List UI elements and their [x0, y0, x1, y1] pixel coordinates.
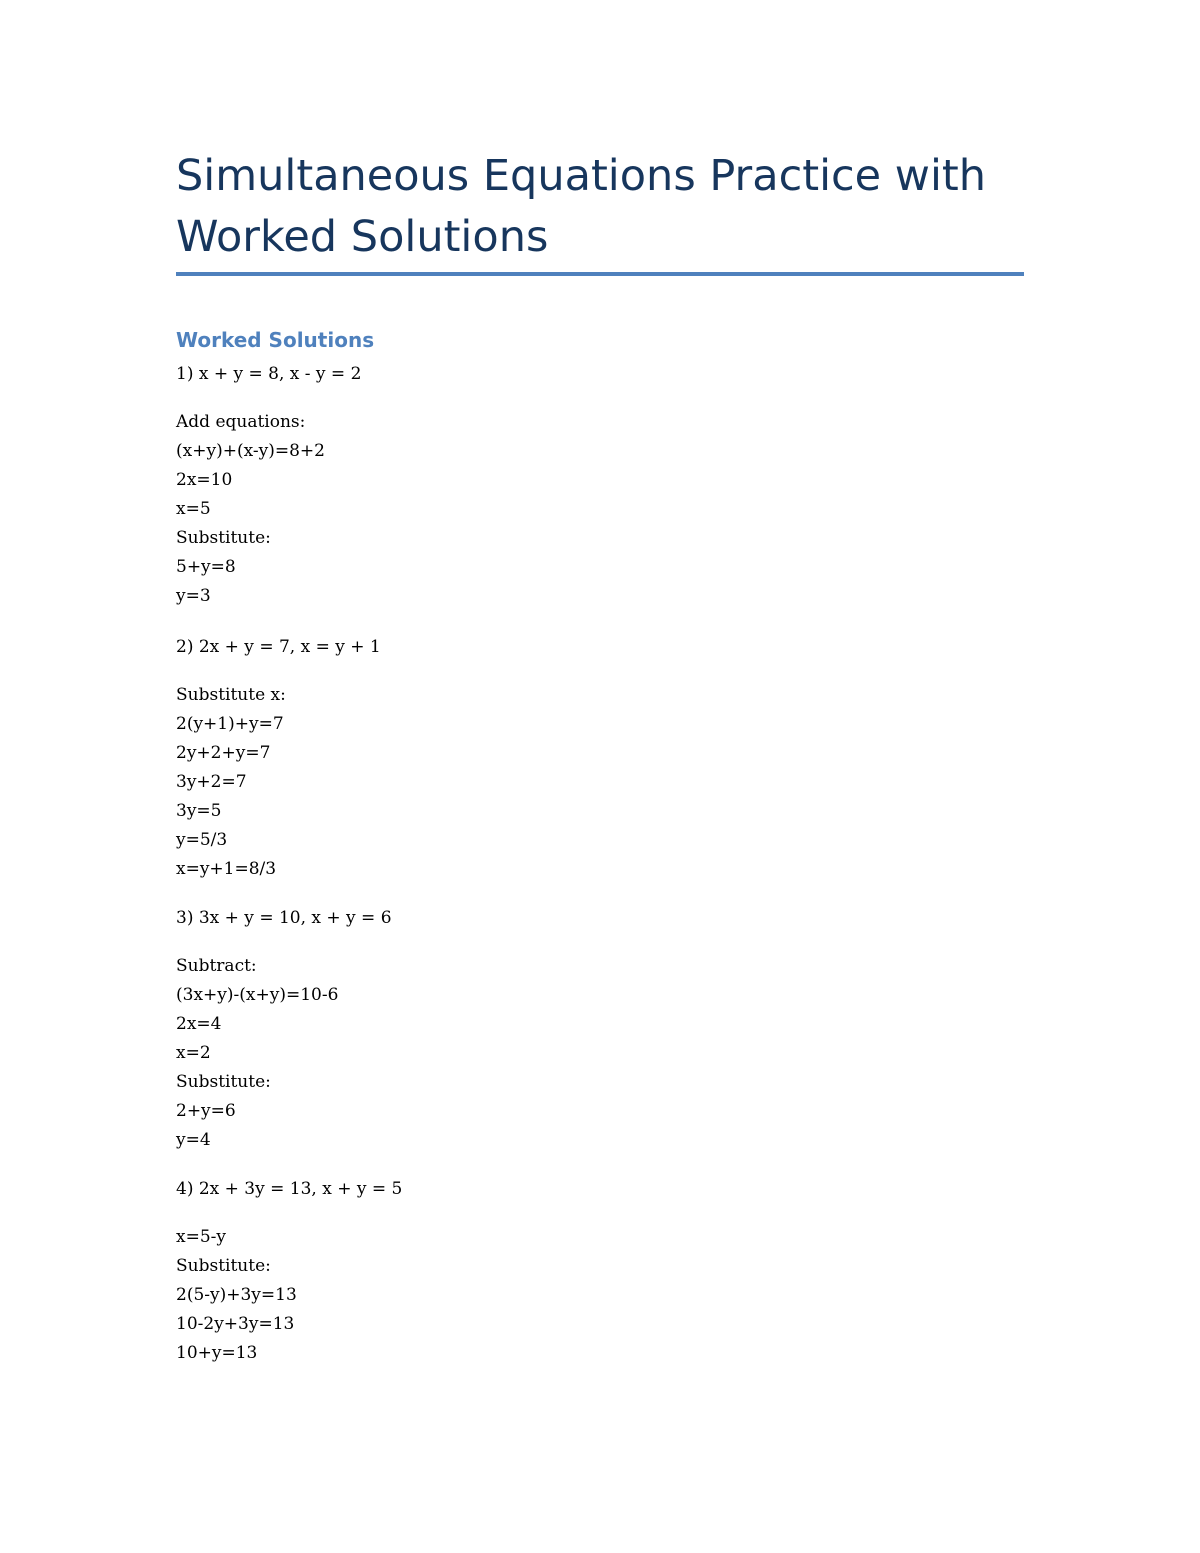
- solution-step: Substitute:: [176, 1072, 271, 1092]
- title-underline: [176, 272, 1024, 276]
- problem-statement: 4) 2x + 3y = 13, x + y = 5: [176, 1179, 403, 1199]
- problem-statement: 2) 2x + y = 7, x = y + 1: [176, 637, 381, 657]
- solution-step: 3y+2=7: [176, 772, 247, 792]
- section-heading: Worked Solutions: [176, 328, 375, 352]
- solution-step: y=5/3: [176, 830, 228, 850]
- solution-step: Subtract:: [176, 956, 257, 976]
- solution-step: x=5: [176, 499, 211, 519]
- solution-step: y=4: [176, 1130, 211, 1150]
- solution-step: 2+y=6: [176, 1101, 236, 1121]
- solution-step: Substitute:: [176, 1256, 271, 1276]
- solution-step: 2(5-y)+3y=13: [176, 1285, 297, 1305]
- solution-step: 2y+2+y=7: [176, 743, 271, 763]
- solution-step: 5+y=8: [176, 557, 236, 577]
- problem-4: [176, 1175, 876, 1368]
- solution-step: 2x=4: [176, 1014, 222, 1034]
- solution-step: Substitute:: [176, 528, 271, 548]
- problem-statement: 3) 3x + y = 10, x + y = 6: [176, 908, 392, 928]
- solution-step: 10+y=13: [176, 1343, 258, 1363]
- solution-step: (x+y)+(x-y)=8+2: [176, 441, 325, 461]
- solution-step: Substitute x:: [176, 685, 286, 705]
- problem-1: [176, 360, 876, 611]
- solution-step: 3y=5: [176, 801, 222, 821]
- solution-step: 2x=10: [176, 470, 233, 490]
- solution-step: x=y+1=8/3: [176, 859, 277, 879]
- solution-step: Add equations:: [176, 412, 306, 432]
- solution-step: x=2: [176, 1043, 211, 1063]
- problem-2: [176, 633, 876, 884]
- problem-3: [176, 904, 876, 1155]
- solution-step: 10-2y+3y=13: [176, 1314, 295, 1334]
- solution-step: x=5-y: [176, 1227, 226, 1247]
- problem-statement: 1) x + y = 8, x - y = 2: [176, 364, 362, 384]
- document-title: Simultaneous Equations Practice with Worked Solutions: [176, 151, 987, 262]
- solution-step: (3x+y)-(x+y)=10-6: [176, 985, 339, 1005]
- solution-step: y=3: [176, 586, 211, 606]
- solution-step: 2(y+1)+y=7: [176, 714, 284, 734]
